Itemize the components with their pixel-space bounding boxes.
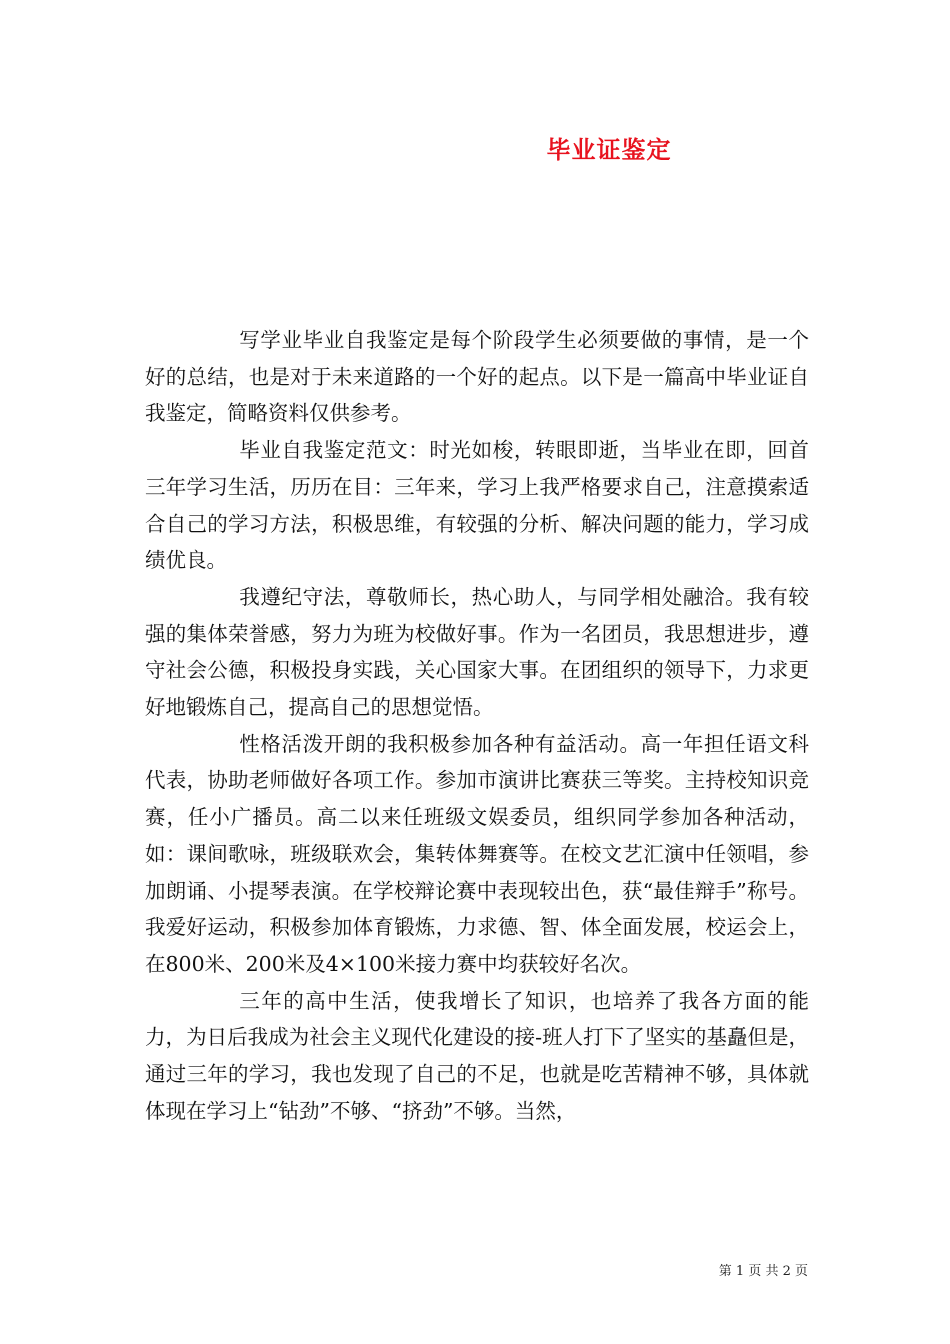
paragraph: 写学业毕业自我鉴定是每个阶段学生必须要做的事情，是一个好的总结，也是对于未来道路的一个好的起点。以下是一篇高中毕业证自我鉴定，简略资料仅供参考。 [145,328,809,426]
page-number-footer: 第 1 页 共 2 页 [718,1264,808,1279]
paragraph: 三年的高中生活，使我增长了知识，也培养了我各方面的能力，为日后我成为社会主义现代化建设的接-班人打下了坚实的基矗但是，通过三年的学习，我也发现了自己的不足，也就是吃苦精神不够，具体就体现在学习上“钻劲”不够、“挤劲”不够。当然， [145,988,809,1123]
paragraph: 我遵纪守法，尊敬师长，热心助人，与同学相处融洽。我有较强的集体荣誉感，努力为班为校做好事。作为一名团员，我思想进步，遵守社会公德，积极投身实践，关心国家大事。在团组织的领导下，力求更好地锻炼自己，提高自己的思想觉悟。 [145,584,809,720]
paragraph: 性格活泼开朗的我积极参加各种有益活动。高一年担任语文科代表，协助老师做好各项工作。参加市演讲比赛获三等奖。主持校知识竞赛，任小广播员。高二以来任班级文娱委员，组织同学参加各种活动，如：课间歌咏，班级联欢会，集转体舞赛等。在校文艺汇演中任领唱，参加朗诵、小提琴表演。在学校辩论赛中表现较出色，获“最佳辩手”称号。我爱好运动，积极参加体育锻炼，力求德、智、体全面发展，校运会上，在800米、200米及4×100米接力赛中均获较好名次。 [145,731,809,976]
document-body [145,322,809,1129]
paragraph: 毕业自我鉴定范文：时光如梭，转眼即逝，当毕业在即，回首三年学习生活，历历在目：三年来，学习上我严格要求自己，注意摸索适合自己的学习方法，积极思维，有较强的分析、解决问题的能力，学习成绩优良。 [145,438,809,573]
document-title: 毕业证鉴定 [546,135,672,164]
